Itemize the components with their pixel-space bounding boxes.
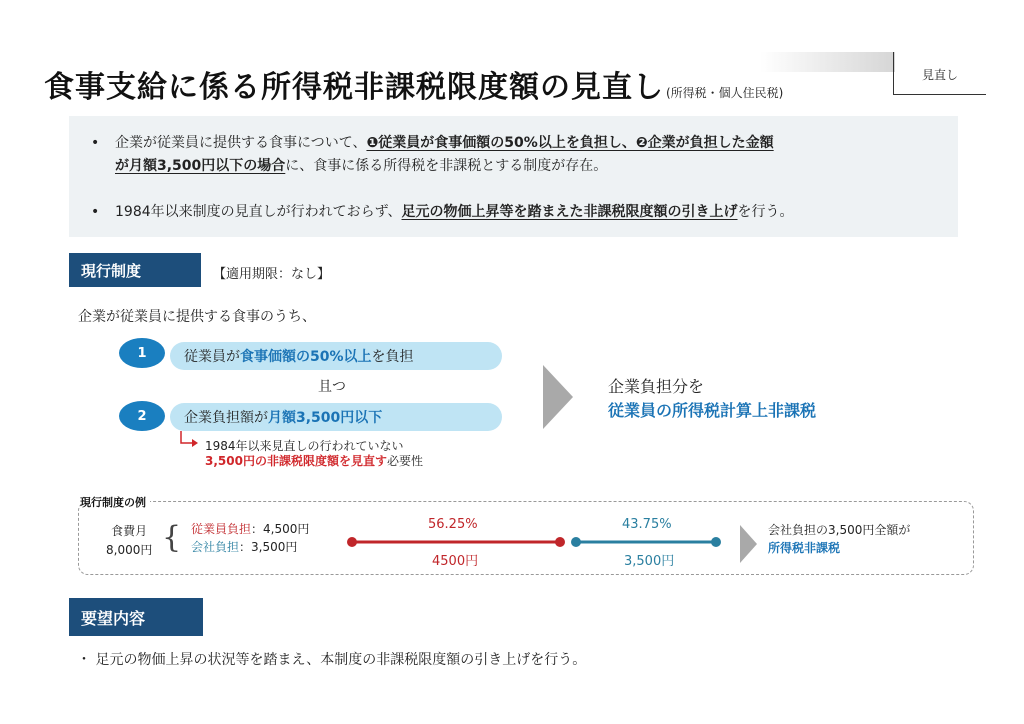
employee-segment-start: [347, 537, 357, 547]
bullet-dot: •: [91, 135, 100, 151]
condition-2-badge: 2: [119, 401, 165, 431]
cond1-text-c: を負担: [371, 349, 414, 365]
note-line-2: [205, 452, 423, 469]
summary-bullet-2: [91, 201, 965, 224]
chevron-right-icon: [543, 365, 575, 429]
split-bar: [340, 530, 730, 554]
bullet2-emphasis: 足元の物価上昇等を踏まえた非課税限度額の引き上げ: [401, 204, 738, 220]
company-share-amount: ：3,500円: [239, 540, 298, 554]
note-line-1: 1984年以来見直しの行われていない: [205, 439, 404, 453]
company-percent: 43.75%: [622, 517, 672, 532]
example-label: 現行制度の例: [80, 494, 150, 510]
condition-1: [170, 342, 502, 370]
page-subtitle: (所得税・個人住民税): [666, 86, 784, 100]
bullet-dot: •: [91, 204, 100, 220]
note-rest: 必要性: [386, 454, 423, 468]
note-emphasis: 3,500円の非課税限度額を見直す: [205, 454, 387, 468]
tag-fade-bar: [760, 52, 895, 72]
result-line-1: 企業負担分を: [608, 377, 705, 396]
bullet2-pre: 1984年以来制度の見直しが行われておらず、: [115, 204, 402, 220]
employee-share-label: 従業員負担: [191, 522, 252, 536]
bullet2-post: を行う。: [737, 204, 794, 220]
page-title: 食事支給に係る所得税非課税限度額の見直し: [44, 70, 664, 105]
result-line-2: 従業員の所得税計算上非課税: [608, 401, 817, 420]
cond2-highlight: 月額3,500円以下: [268, 410, 383, 426]
page-title-row: [44, 62, 783, 106]
meal-cost-label: [106, 522, 152, 560]
employee-percent: 56.25%: [428, 517, 478, 532]
company-segment-start: [571, 537, 581, 547]
brace-icon: {: [162, 520, 182, 555]
example-conclusion-1: 会社負担の3,500円全額が: [768, 523, 911, 537]
company-share-row: [191, 538, 297, 555]
cond2-text-a: 企業負担額が: [184, 410, 268, 426]
elbow-arrow-icon: [178, 430, 200, 450]
condition-2: [170, 403, 502, 431]
condition-1-badge: 1: [119, 338, 165, 368]
request-text: ・ 足元の物価上昇の状況等を踏まえ、本制度の非課税限度額の引き上げを行う。: [77, 652, 587, 668]
employee-amount: 4500円: [432, 554, 479, 569]
bullet1-pre: 企業が従業員に提供する食事について、: [115, 135, 367, 151]
employee-segment-end: [555, 537, 565, 547]
company-share-label: 会社負担: [191, 540, 240, 554]
company-amount: 3,500円: [624, 554, 675, 569]
bullet1-emphasis-2: が月額3,500円以下の場合: [115, 158, 286, 174]
current-system-heading: 現行制度: [69, 253, 201, 287]
employee-share-row: [191, 520, 309, 537]
current-intro: 企業が従業員に提供する食事のうち、: [78, 309, 316, 325]
bullet1-emphasis: ❶従業員が食事価額の50%以上を負担し、❷企業が負担した金額: [366, 135, 774, 151]
employee-share-amount: ：4,500円: [251, 522, 310, 536]
summary-bullet-1: [91, 132, 945, 178]
meal-cost-line-1: 食費月: [111, 524, 148, 538]
cond1-highlight: 食事価額の50%以上: [240, 349, 372, 365]
example-conclusion-2: 所得税非課税: [768, 541, 841, 555]
condition-and: 且つ: [318, 379, 346, 395]
chevron-right-small-icon: [740, 525, 758, 563]
request-heading: 要望内容: [69, 598, 203, 636]
meal-cost-line-2: 8,000円: [106, 543, 153, 557]
cond1-text-a: 従業員が: [184, 349, 240, 365]
company-segment-end: [711, 537, 721, 547]
summary-box: [69, 116, 958, 237]
tag-label: 見直し: [922, 68, 959, 82]
application-period: 【適用期限：なし】: [213, 267, 331, 282]
bullet1-post: に、食事に係る所得税を非課税とする制度が存在。: [285, 158, 608, 174]
